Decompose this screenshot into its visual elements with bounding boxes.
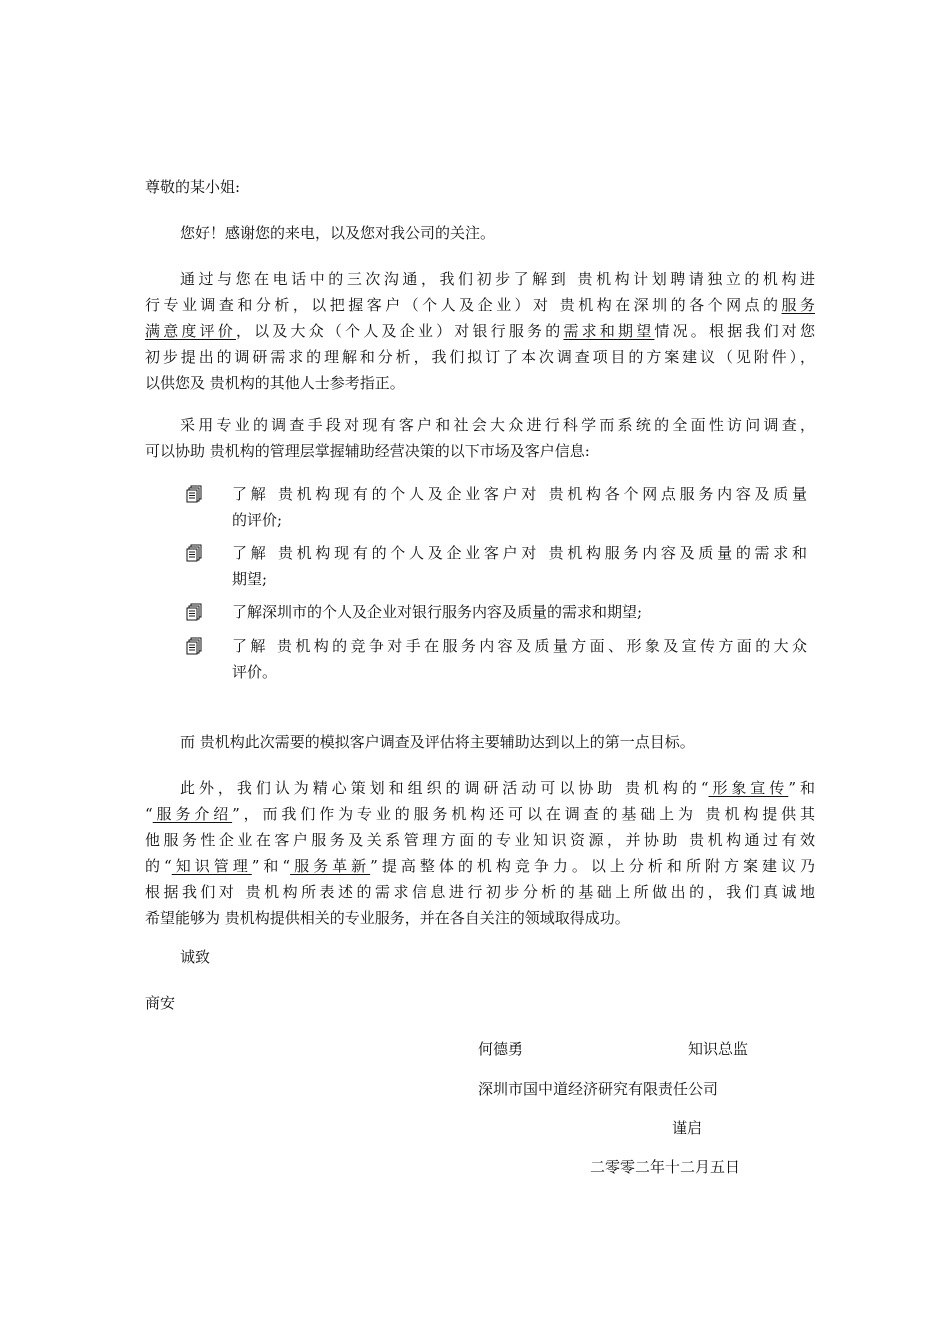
paragraph-1-line-1: 通过与您在电话中的三次沟通，我们初步了解到 贵机构计划聘请独立的机构进 [180,270,815,288]
paragraph-4-line-5: 根据我们对 贵机构所表述的需求信息进行初步分析的基础上所做出的，我们真诚地 [145,883,815,901]
underlined-term: 满意度评价 [145,322,236,340]
bullet-line-1: 了解 贵机构的竞争对手在服务内容及质量方面、形象及宣传方面的大众 [232,637,807,655]
document-stack-icon [185,603,203,621]
paragraph-2-line-1: 采用专业的调查手段对现有客户和社会大众进行科学而系统的全面性访问调查， [180,416,815,434]
bullet-line-1: 了解 贵机构现有的个人及企业客户对 贵机构服务内容及质量的需求和 [232,544,807,562]
underlined-term: 服务 [781,296,815,314]
paragraph-4-line-6: 希望能够为 贵机构提供相关的专业服务，并在各自关注的领域取得成功。 [145,909,630,927]
paragraph-1-line-2: 行专业调查和分析，以把握客户（个人及企业）对 贵机构在深圳的各个网点的服务 [145,296,815,314]
closing-greeting: 诚致 [180,948,211,966]
document-stack-icon [185,544,203,562]
paragraph-4 [145,775,815,931]
underlined-term: 形象宣传 [708,779,789,797]
paragraph-2 [145,412,815,464]
paragraph-4-line-2: “服务介绍”，而我们作为专业的服务机构还可以在调查的基础上为 贵机构提供其 [145,805,815,823]
paragraph-1-line-4: 初步提出的调研需求的理解和分析，我们拟订了本次调查项目的方案建议（见附件）， [145,348,815,366]
underlined-term: 服务革新 [290,857,371,875]
paragraph-4-line-3: 他服务性企业在客户服务及关系管理方面的专业知识资源，并协助 贵机构通过有效 [145,831,815,849]
bullet-line-1: 了解 贵机构现有的个人及企业客户对 贵机构各个网点服务内容及质量 [232,485,807,503]
company-name: 深圳市国中道经济研究有限责任公司 [478,1080,719,1098]
document-stack-icon [185,637,203,655]
bullet-line-2: 期望; [232,570,268,588]
paragraph-1 [145,266,815,396]
underlined-term: 服务介绍 [152,805,233,823]
paragraph-1-line-3: 满意度评价，以及大众（个人及企业）对银行服务的需求和期望情况。根据我们对您 [145,322,815,340]
paragraph-1-line-5: 以供您及 贵机构的其他人士参考指正。 [145,374,405,392]
paragraph-4-line-4: 的“知识管理”和“服务革新”提高整体的机构竞争力。以上分析和所附方案建议乃 [145,857,815,875]
greeting: 您好！感谢您的来电，以及您对我公司的关注。 [180,224,496,242]
signer-title: 知识总监 [688,1040,749,1058]
underlined-term: 知识管理 [171,857,252,875]
letter-date: 二零零二年十二月五日 [590,1158,741,1176]
respectfully: 谨启 [672,1119,703,1137]
paragraph-4-line-1: 此外，我们认为精心策划和组织的调研活动可以协助 贵机构的“形象宣传”和 [180,779,815,797]
closing-wish: 商安 [145,994,176,1012]
underlined-term: 需求和期望 [563,322,655,340]
paragraph-2-line-2: 可以协助 贵机构的管理层掌握辅助经营决策的以下市场及客户信息: [145,442,590,460]
signer-name: 何德勇 [478,1040,524,1058]
document-stack-icon [185,485,203,503]
bullet-line-1: 了解深圳市的个人及企业对银行服务内容及质量的需求和期望; [232,603,643,621]
bullet-line-2: 评价。 [232,663,278,681]
paragraph-3: 而 贵机构此次需要的模拟客户调查及评估将主要辅助达到以上的第一点目标。 [180,733,695,751]
salutation: 尊敬的某小姐: [145,178,241,196]
bullet-line-2: 的评价; [232,511,283,529]
